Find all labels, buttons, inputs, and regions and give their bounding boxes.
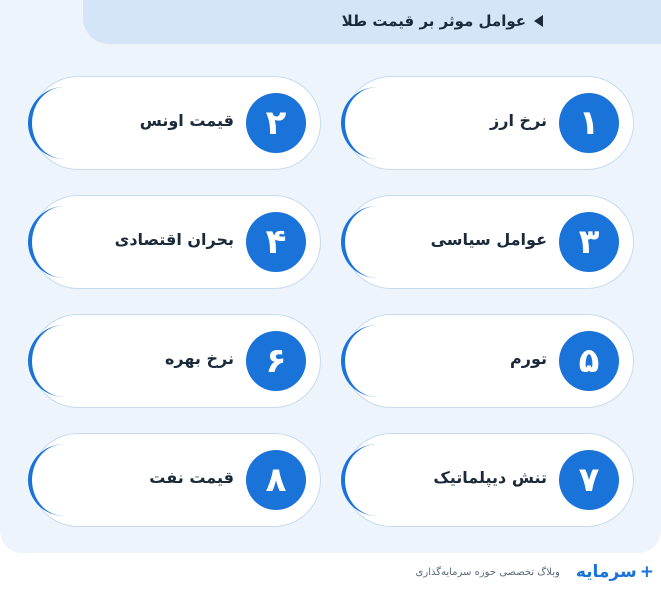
factor-label-8: قیمت نفت [149, 468, 234, 487]
factor-number-5: ۵ [559, 331, 619, 391]
factor-label-4: بحران اقتصادی [114, 230, 234, 249]
factor-number-8: ۸ [246, 450, 306, 510]
brand-logo-text: سرمایه [575, 562, 637, 582]
factor-number-7: ۷ [559, 450, 619, 510]
brand-tagline: وبلاگ تخصصی حوزه سرمایه‌گذاری [415, 566, 560, 578]
footer-brand [415, 555, 654, 589]
factor-card-8 [31, 433, 321, 527]
page-title-text: عوامل موثر بر قیمت طلا [341, 12, 526, 30]
factor-card-7 [344, 433, 634, 527]
factor-card-1 [344, 76, 634, 170]
page-title [342, 10, 543, 32]
factor-card-3 [344, 195, 634, 289]
factor-label-5: تورم [510, 349, 547, 368]
plus-icon: + [639, 562, 654, 582]
factor-number-3: ۳ [559, 212, 619, 272]
factor-number-6: ۶ [246, 331, 306, 391]
factor-label-2: قیمت اونس [139, 111, 234, 130]
factor-number-1: ۱ [559, 93, 619, 153]
factor-number-2: ۲ [246, 93, 306, 153]
factor-label-6: نرخ بهره [164, 349, 234, 368]
factor-label-1: نرخ ارز [490, 111, 547, 130]
brand-logo [576, 562, 654, 582]
factor-card-5 [344, 314, 634, 408]
factor-card-6 [31, 314, 321, 408]
factor-card-2 [31, 76, 321, 170]
arrow-left-icon [534, 15, 543, 27]
factor-number-4: ۴ [246, 212, 306, 272]
factor-label-7: تنش دیپلماتیک [433, 468, 547, 487]
factor-label-3: عوامل سیاسی [430, 230, 547, 249]
factor-card-4 [31, 195, 321, 289]
